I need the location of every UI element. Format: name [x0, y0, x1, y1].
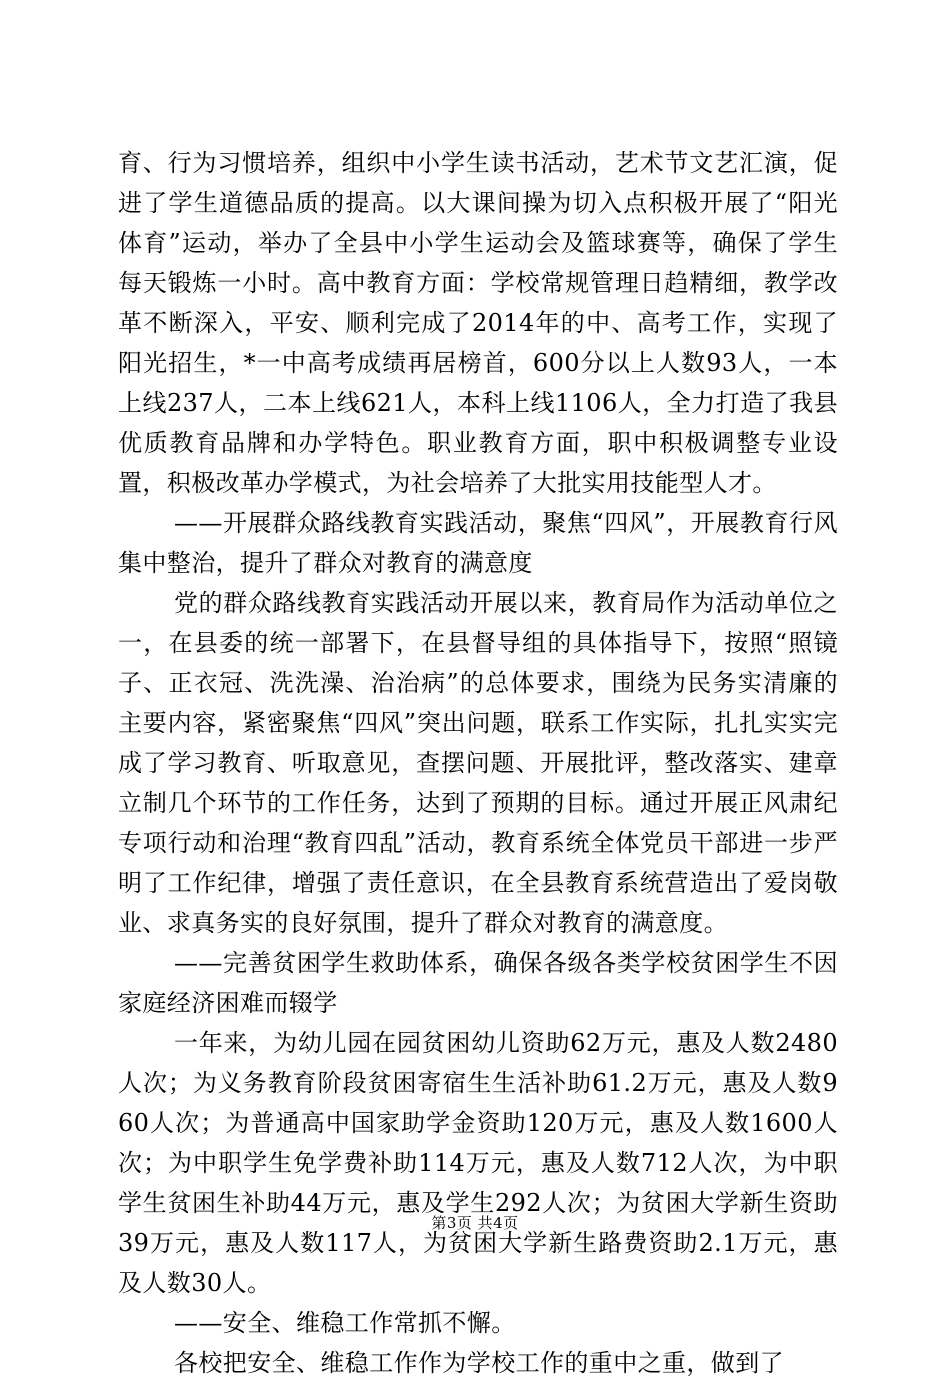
heading-safety-stability: ——安全、维稳工作常抓不懈。: [174, 1309, 516, 1337]
heading-mass-line-activity: ——开展群众路线教育实践活动，聚焦“四风”，开展教育行风集中整治，提升了群众对教育的满意度: [118, 509, 838, 577]
heading-student-aid-system: ——完善贫困学生救助体系，确保各级各类学校贫困学生不因家庭经济困难而辍学: [118, 949, 838, 1017]
paragraph-safety-stability: 各校把安全、维稳工作作为学校工作的重中之重，做到了: [174, 1349, 784, 1377]
paragraph-mass-line-activity: 党的群众路线教育实践活动开展以来，教育局作为活动单位之一，在县委的统一部署下，在县督导组的具体指导下，按照“照镜子、正衣冠、洗洗澡、治治病”的总体要求，围绕为民务实清廉的主要内容，紧密聚焦“四风”突出问题，联系工作实际，扎扎实实完成了学习教育、听取意见，查摆问题、开展批评，整改落实、建章立制几个环节的工作任务，达到了预期的目标。通过开展正风肃纪专项行动和治理“教育四乱”活动，教育系统全体党员干部进一步严明了工作纪律，增强了责任意识，在全县教育系统营造出了爱岗敬业、求真务实的良好氛围，提升了群众对教育的满意度。: [118, 589, 838, 937]
paragraph-sports-and-high-school: 育、行为习惯培养，组织中小学生读书活动，艺术节文艺汇演，促进了学生道德品质的提高。以大课间操为切入点积极开展了“阳光体育”运动，举办了全县中小学生运动会及篮球赛等，确保了学生每天锻炼一小时。高中教育方面：学校常规管理日趋精细，教学改革不断深入，平安、顺利完成了2014年的中、高考工作，实现了阳光招生，*一中高考成绩再居榜首，600分以上人数93人，一本上线237人，二本上线621人，本科上线1106人，全力打造了我县优质教育品牌和办学特色。职业教育方面，职中积极调整专业设置，积极改革办学模式，为社会培养了大批实用技能型人才。: [118, 149, 838, 497]
page-number-footer: 第3页 共4页: [431, 1214, 519, 1232]
paragraph-student-aid-figures: 一年来，为幼儿园在园贫困幼儿资助62万元，惠及人数2480人次；为义务教育阶段贫困寄宿生生活补助61.2万元，惠及人数960人次；为普通高中国家助学金资助120万元，惠及人数1600人次；为中职学生免学费补助114万元，惠及人数712人次，为中职学生贫困生补助44万元，惠及学生292人次；为贫困大学新生资助39万元，惠及人数117人，为贫困大学新生路费资助2.1万元，惠及人数30人。: [118, 1029, 838, 1297]
document-body: [118, 143, 838, 1383]
